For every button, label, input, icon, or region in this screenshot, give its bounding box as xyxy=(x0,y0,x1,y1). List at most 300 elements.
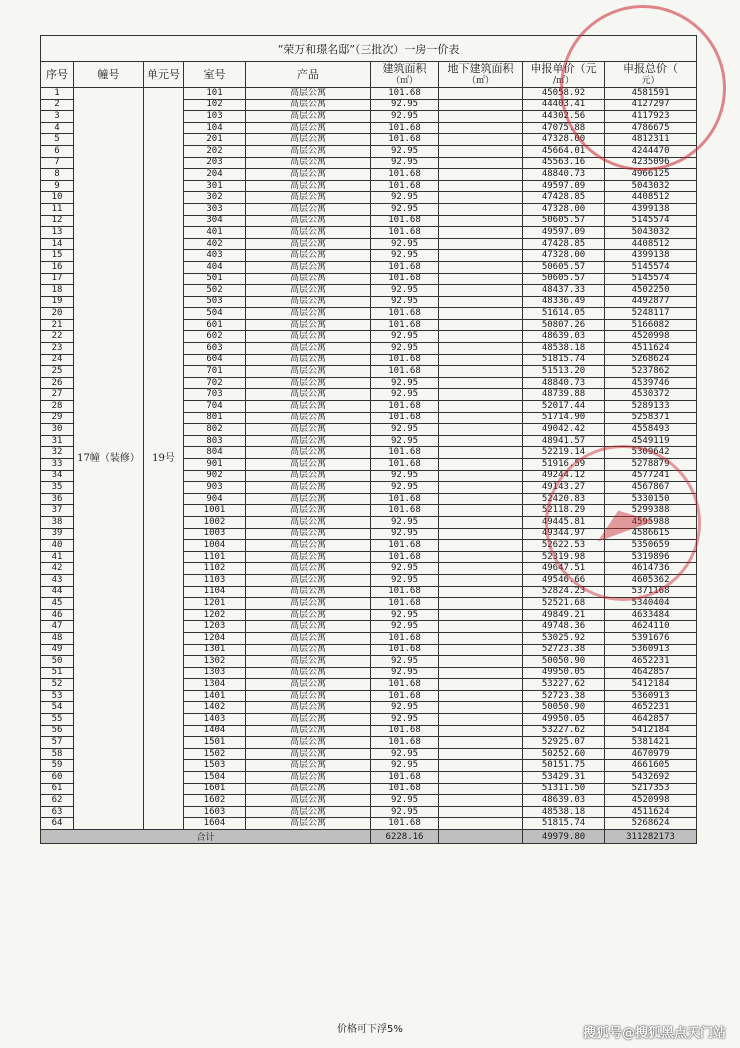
cell-product: 高层公寓 xyxy=(246,470,371,482)
cell-area: 101.68 xyxy=(371,690,439,702)
cell-area: 101.68 xyxy=(371,505,439,517)
cell-product: 高层公寓 xyxy=(246,285,371,297)
cell-total-price: 5381421 xyxy=(605,737,697,749)
cell-unit-price: 44302.56 xyxy=(523,111,605,123)
cell-unit-price: 51815.74 xyxy=(523,354,605,366)
cell-basement xyxy=(439,122,523,134)
cell-unit-price: 49143.27 xyxy=(523,482,605,494)
cell-room: 803 xyxy=(184,435,246,447)
cell-total-price: 5248117 xyxy=(605,308,697,320)
cell-basement xyxy=(439,551,523,563)
cell-room: 1302 xyxy=(184,656,246,668)
cell-room: 504 xyxy=(184,308,246,320)
cell-unit-price: 48437.33 xyxy=(523,285,605,297)
cell-unit-price: 47428.85 xyxy=(523,238,605,250)
cell-product: 高层公寓 xyxy=(246,203,371,215)
cell-basement xyxy=(439,737,523,749)
cell-unit-price: 51513.20 xyxy=(523,366,605,378)
cell-area: 101.68 xyxy=(371,308,439,320)
cell-area: 92.95 xyxy=(371,702,439,714)
cell-unit-price: 49344.97 xyxy=(523,528,605,540)
cell-basement xyxy=(439,586,523,598)
cell-room: 404 xyxy=(184,261,246,273)
cell-room: 702 xyxy=(184,377,246,389)
cell-basement xyxy=(439,795,523,807)
cell-room: 1403 xyxy=(184,714,246,726)
cell-area: 101.68 xyxy=(371,122,439,134)
cell-seq: 49 xyxy=(41,644,74,656)
cell-seq: 34 xyxy=(41,470,74,482)
cell-area: 92.95 xyxy=(371,157,439,169)
cell-unit-price: 47428.85 xyxy=(523,192,605,204)
cell-seq: 10 xyxy=(41,192,74,204)
cell-total-price: 5371168 xyxy=(605,586,697,598)
cell-room: 1103 xyxy=(184,574,246,586)
cell-product: 高层公寓 xyxy=(246,192,371,204)
cell-total-price: 4605362 xyxy=(605,574,697,586)
cell-unit-price: 51311.50 xyxy=(523,783,605,795)
cell-unit-price: 49042.42 xyxy=(523,424,605,436)
cell-product: 高层公寓 xyxy=(246,505,371,517)
header-basement-label: 地下建筑面积 xyxy=(447,61,514,75)
cell-building: 17幢（装修） xyxy=(74,88,144,830)
cell-product: 高层公寓 xyxy=(246,424,371,436)
cell-basement xyxy=(439,145,523,157)
cell-total-price: 4567867 xyxy=(605,482,697,494)
cell-seq: 48 xyxy=(41,632,74,644)
cell-seq: 14 xyxy=(41,238,74,250)
cell-area: 92.95 xyxy=(371,714,439,726)
cell-basement xyxy=(439,459,523,471)
cell-area: 101.68 xyxy=(371,412,439,424)
cell-product: 高层公寓 xyxy=(246,690,371,702)
cell-room: 703 xyxy=(184,389,246,401)
cell-basement xyxy=(439,702,523,714)
cell-product: 高层公寓 xyxy=(246,88,371,100)
header-area xyxy=(371,62,439,88)
cell-unit-price: 50605.57 xyxy=(523,261,605,273)
cell-total-price: 4235096 xyxy=(605,157,697,169)
cell-area: 92.95 xyxy=(371,621,439,633)
cell-unit-price: 49950.05 xyxy=(523,714,605,726)
cell-area: 101.68 xyxy=(371,598,439,610)
cell-area: 101.68 xyxy=(371,319,439,331)
header-product: 产品 xyxy=(246,62,371,88)
cell-basement xyxy=(439,157,523,169)
cell-room: 1203 xyxy=(184,621,246,633)
cell-area: 92.95 xyxy=(371,667,439,679)
cell-product: 高层公寓 xyxy=(246,157,371,169)
cell-unit-price: 50807.26 xyxy=(523,319,605,331)
cell-area: 101.68 xyxy=(371,354,439,366)
cell-area: 92.95 xyxy=(371,238,439,250)
cell-basement xyxy=(439,482,523,494)
cell-product: 高层公寓 xyxy=(246,238,371,250)
cell-area: 92.95 xyxy=(371,563,439,575)
cell-total-price: 5412184 xyxy=(605,679,697,691)
cell-room: 1504 xyxy=(184,772,246,784)
cell-seq: 24 xyxy=(41,354,74,366)
cell-total-price: 4511624 xyxy=(605,343,697,355)
cell-room: 1501 xyxy=(184,737,246,749)
cell-room: 901 xyxy=(184,459,246,471)
cell-total-price: 5289133 xyxy=(605,401,697,413)
table-row xyxy=(41,88,697,100)
cell-total-price: 4661605 xyxy=(605,760,697,772)
cell-basement xyxy=(439,99,523,111)
cell-seq: 46 xyxy=(41,609,74,621)
cell-area: 92.95 xyxy=(371,806,439,818)
cell-unit-price: 49597.09 xyxy=(523,227,605,239)
cell-area: 101.68 xyxy=(371,737,439,749)
cell-total-price: 4614736 xyxy=(605,563,697,575)
cell-unit-price: 49950.05 xyxy=(523,667,605,679)
cell-basement xyxy=(439,308,523,320)
cell-room: 1104 xyxy=(184,586,246,598)
cell-area: 92.95 xyxy=(371,470,439,482)
cell-seq: 33 xyxy=(41,459,74,471)
cell-unit-price: 47075.88 xyxy=(523,122,605,134)
cell-seq: 58 xyxy=(41,748,74,760)
header-room: 室号 xyxy=(184,62,246,88)
cell-seq: 41 xyxy=(41,551,74,563)
cell-unit-price: 51815.74 xyxy=(523,818,605,830)
cell-total-price: 4399138 xyxy=(605,250,697,262)
cell-area: 101.68 xyxy=(371,273,439,285)
cell-basement xyxy=(439,319,523,331)
cell-area: 101.68 xyxy=(371,644,439,656)
cell-seq: 60 xyxy=(41,772,74,784)
cell-total-price: 5299388 xyxy=(605,505,697,517)
cell-basement xyxy=(439,389,523,401)
cell-total-price: 4520998 xyxy=(605,331,697,343)
cell-product: 高层公寓 xyxy=(246,574,371,586)
cell-room: 1304 xyxy=(184,679,246,691)
cell-product: 高层公寓 xyxy=(246,783,371,795)
cell-basement xyxy=(439,447,523,459)
cell-seq: 20 xyxy=(41,308,74,320)
cell-room: 903 xyxy=(184,482,246,494)
cell-total-price: 5360913 xyxy=(605,690,697,702)
cell-total-price: 4577241 xyxy=(605,470,697,482)
header-total-label: 申报总价（ xyxy=(623,61,679,75)
cell-basement xyxy=(439,714,523,726)
cell-total-price: 4511624 xyxy=(605,806,697,818)
cell-area: 101.68 xyxy=(371,586,439,598)
cell-basement xyxy=(439,238,523,250)
cell-unit-price: 48639.03 xyxy=(523,795,605,807)
cell-seq: 11 xyxy=(41,203,74,215)
cell-seq: 1 xyxy=(41,88,74,100)
cell-seq: 12 xyxy=(41,215,74,227)
cell-room: 1503 xyxy=(184,760,246,772)
header-unit: 单元号 xyxy=(144,62,184,88)
header-basement-unit: （㎡） xyxy=(466,75,494,86)
cell-seq: 9 xyxy=(41,180,74,192)
cell-total-price: 5145574 xyxy=(605,273,697,285)
cell-basement xyxy=(439,401,523,413)
cell-unit-price: 50151.75 xyxy=(523,760,605,772)
cell-area: 92.95 xyxy=(371,285,439,297)
cell-basement xyxy=(439,609,523,621)
cell-product: 高层公寓 xyxy=(246,609,371,621)
cell-area: 92.95 xyxy=(371,609,439,621)
cell-room: 601 xyxy=(184,319,246,331)
cell-area: 101.68 xyxy=(371,134,439,146)
cell-product: 高层公寓 xyxy=(246,772,371,784)
cell-area: 101.68 xyxy=(371,227,439,239)
cell-room: 401 xyxy=(184,227,246,239)
cell-product: 高层公寓 xyxy=(246,632,371,644)
header-area-unit: （㎡） xyxy=(390,75,418,86)
cell-area: 92.95 xyxy=(371,343,439,355)
header-total xyxy=(605,62,697,88)
cell-product: 高层公寓 xyxy=(246,598,371,610)
cell-unit-price: 47328.00 xyxy=(523,250,605,262)
cell-unit-price: 48639.03 xyxy=(523,331,605,343)
cell-basement xyxy=(439,412,523,424)
cell-product: 高层公寓 xyxy=(246,714,371,726)
cell-unit-price: 50252.60 xyxy=(523,748,605,760)
cell-area: 101.68 xyxy=(371,169,439,181)
cell-area: 101.68 xyxy=(371,540,439,552)
cell-total-price: 5268624 xyxy=(605,818,697,830)
cell-seq: 21 xyxy=(41,319,74,331)
cell-unit-price: 45058.92 xyxy=(523,88,605,100)
cell-area: 101.68 xyxy=(371,447,439,459)
cell-area: 92.95 xyxy=(371,516,439,528)
cell-area: 101.68 xyxy=(371,88,439,100)
cell-basement xyxy=(439,169,523,181)
cell-seq: 32 xyxy=(41,447,74,459)
cell-unit-price: 50050.90 xyxy=(523,656,605,668)
cell-seq: 13 xyxy=(41,227,74,239)
header-building: 幢号 xyxy=(74,62,144,88)
cell-area: 92.95 xyxy=(371,296,439,308)
header-price xyxy=(523,62,605,88)
cell-room: 303 xyxy=(184,203,246,215)
cell-basement xyxy=(439,690,523,702)
cell-basement xyxy=(439,493,523,505)
cell-area: 101.68 xyxy=(371,818,439,830)
cell-basement xyxy=(439,598,523,610)
cell-room: 1004 xyxy=(184,540,246,552)
cell-room: 1502 xyxy=(184,748,246,760)
cell-total-price: 4408512 xyxy=(605,238,697,250)
cell-room: 1201 xyxy=(184,598,246,610)
cell-area: 92.95 xyxy=(371,760,439,772)
cell-unit-price: 52118.29 xyxy=(523,505,605,517)
cell-room: 101 xyxy=(184,88,246,100)
cell-product: 高层公寓 xyxy=(246,447,371,459)
cell-product: 高层公寓 xyxy=(246,215,371,227)
cell-product: 高层公寓 xyxy=(246,702,371,714)
cell-product: 高层公寓 xyxy=(246,748,371,760)
cell-product: 高层公寓 xyxy=(246,493,371,505)
cell-seq: 19 xyxy=(41,296,74,308)
cell-unit-price: 48336.49 xyxy=(523,296,605,308)
cell-basement xyxy=(439,644,523,656)
cell-basement xyxy=(439,215,523,227)
total-area: 6228.16 xyxy=(371,830,439,844)
cell-basement xyxy=(439,134,523,146)
cell-product: 高层公寓 xyxy=(246,459,371,471)
cell-area: 92.95 xyxy=(371,377,439,389)
cell-seq: 6 xyxy=(41,145,74,157)
cell-product: 高层公寓 xyxy=(246,621,371,633)
cell-total-price: 4633484 xyxy=(605,609,697,621)
cell-basement xyxy=(439,772,523,784)
cell-total-price: 5217353 xyxy=(605,783,697,795)
cell-product: 高层公寓 xyxy=(246,331,371,343)
cell-basement xyxy=(439,343,523,355)
cell-area: 92.95 xyxy=(371,795,439,807)
cell-total-price: 4558493 xyxy=(605,424,697,436)
cell-basement xyxy=(439,203,523,215)
cell-seq: 2 xyxy=(41,99,74,111)
cell-seq: 63 xyxy=(41,806,74,818)
cell-area: 92.95 xyxy=(371,111,439,123)
cell-room: 904 xyxy=(184,493,246,505)
cell-product: 高层公寓 xyxy=(246,401,371,413)
cell-room: 202 xyxy=(184,145,246,157)
cell-room: 403 xyxy=(184,250,246,262)
cell-area: 92.95 xyxy=(371,331,439,343)
cell-basement xyxy=(439,574,523,586)
watermark: 搜狐号@搜狐黑点天门站 xyxy=(582,1026,726,1041)
cell-seq: 43 xyxy=(41,574,74,586)
cell-product: 高层公寓 xyxy=(246,528,371,540)
cell-unit-price: 49647.51 xyxy=(523,563,605,575)
cell-product: 高层公寓 xyxy=(246,435,371,447)
cell-product: 高层公寓 xyxy=(246,227,371,239)
cell-seq: 28 xyxy=(41,401,74,413)
cell-room: 602 xyxy=(184,331,246,343)
cell-unit-price: 53227.62 xyxy=(523,679,605,691)
cell-product: 高层公寓 xyxy=(246,366,371,378)
cell-total-price: 4502250 xyxy=(605,285,697,297)
cell-product: 高层公寓 xyxy=(246,412,371,424)
cell-basement xyxy=(439,88,523,100)
cell-total-price: 5412184 xyxy=(605,725,697,737)
cell-product: 高层公寓 xyxy=(246,308,371,320)
cell-unit-price: 51614.05 xyxy=(523,308,605,320)
cell-product: 高层公寓 xyxy=(246,551,371,563)
header-total-unit: 元） xyxy=(641,75,660,86)
cell-seq: 31 xyxy=(41,435,74,447)
header-price-unit: /㎡） xyxy=(552,75,575,86)
cell-room: 804 xyxy=(184,447,246,459)
cell-basement xyxy=(439,227,523,239)
cell-basement xyxy=(439,679,523,691)
cell-unit-price: 52824.23 xyxy=(523,586,605,598)
cell-room: 402 xyxy=(184,238,246,250)
cell-room: 1202 xyxy=(184,609,246,621)
cell-total-price: 5166082 xyxy=(605,319,697,331)
cell-area: 92.95 xyxy=(371,389,439,401)
cell-basement xyxy=(439,435,523,447)
cell-area: 101.68 xyxy=(371,493,439,505)
cell-basement xyxy=(439,667,523,679)
cell-area: 92.95 xyxy=(371,192,439,204)
cell-room: 301 xyxy=(184,180,246,192)
cell-product: 高层公寓 xyxy=(246,99,371,111)
cell-area: 101.68 xyxy=(371,366,439,378)
cell-area: 101.68 xyxy=(371,551,439,563)
cell-total-price: 5391676 xyxy=(605,632,697,644)
cell-seq: 57 xyxy=(41,737,74,749)
cell-total-price: 4642857 xyxy=(605,714,697,726)
cell-basement xyxy=(439,261,523,273)
cell-seq: 42 xyxy=(41,563,74,575)
cell-unit-price: 49597.09 xyxy=(523,180,605,192)
cell-room: 1601 xyxy=(184,783,246,795)
cell-unit: 19号 xyxy=(144,88,184,830)
cell-area: 92.95 xyxy=(371,656,439,668)
cell-unit-price: 52723.38 xyxy=(523,644,605,656)
cell-seq: 53 xyxy=(41,690,74,702)
cell-product: 高层公寓 xyxy=(246,180,371,192)
cell-product: 高层公寓 xyxy=(246,656,371,668)
cell-seq: 16 xyxy=(41,261,74,273)
cell-seq: 7 xyxy=(41,157,74,169)
cell-total-price: 4492877 xyxy=(605,296,697,308)
cell-total-price: 4652231 xyxy=(605,656,697,668)
cell-basement xyxy=(439,273,523,285)
cell-product: 高层公寓 xyxy=(246,377,371,389)
cell-seq: 27 xyxy=(41,389,74,401)
price-table xyxy=(40,35,697,844)
cell-product: 高层公寓 xyxy=(246,725,371,737)
total-label: 合计 xyxy=(41,830,371,844)
cell-basement xyxy=(439,563,523,575)
cell-room: 902 xyxy=(184,470,246,482)
cell-room: 701 xyxy=(184,366,246,378)
cell-total-price: 4399138 xyxy=(605,203,697,215)
cell-total-price: 5278879 xyxy=(605,459,697,471)
cell-area: 101.68 xyxy=(371,261,439,273)
cell-room: 304 xyxy=(184,215,246,227)
cell-total-price: 4786675 xyxy=(605,122,697,134)
cell-total-price: 4408512 xyxy=(605,192,697,204)
cell-product: 高层公寓 xyxy=(246,354,371,366)
cell-unit-price: 52723.38 xyxy=(523,690,605,702)
cell-product: 高层公寓 xyxy=(246,818,371,830)
cell-product: 高层公寓 xyxy=(246,760,371,772)
cell-total-price: 5309642 xyxy=(605,447,697,459)
cell-product: 高层公寓 xyxy=(246,806,371,818)
cell-seq: 15 xyxy=(41,250,74,262)
cell-unit-price: 50050.90 xyxy=(523,702,605,714)
cell-seq: 55 xyxy=(41,714,74,726)
cell-seq: 52 xyxy=(41,679,74,691)
cell-product: 高层公寓 xyxy=(246,122,371,134)
cell-basement xyxy=(439,748,523,760)
cell-total-price: 4549119 xyxy=(605,435,697,447)
cell-total-price: 4581591 xyxy=(605,88,697,100)
cell-product: 高层公寓 xyxy=(246,516,371,528)
cell-unit-price: 51714.90 xyxy=(523,412,605,424)
cell-room: 503 xyxy=(184,296,246,308)
cell-total-price: 4127297 xyxy=(605,99,697,111)
cell-room: 1301 xyxy=(184,644,246,656)
total-row xyxy=(41,830,697,844)
cell-unit-price: 53429.31 xyxy=(523,772,605,784)
cell-total-price: 4642857 xyxy=(605,667,697,679)
cell-product: 高层公寓 xyxy=(246,679,371,691)
cell-basement xyxy=(439,377,523,389)
cell-total-price: 4244470 xyxy=(605,145,697,157)
